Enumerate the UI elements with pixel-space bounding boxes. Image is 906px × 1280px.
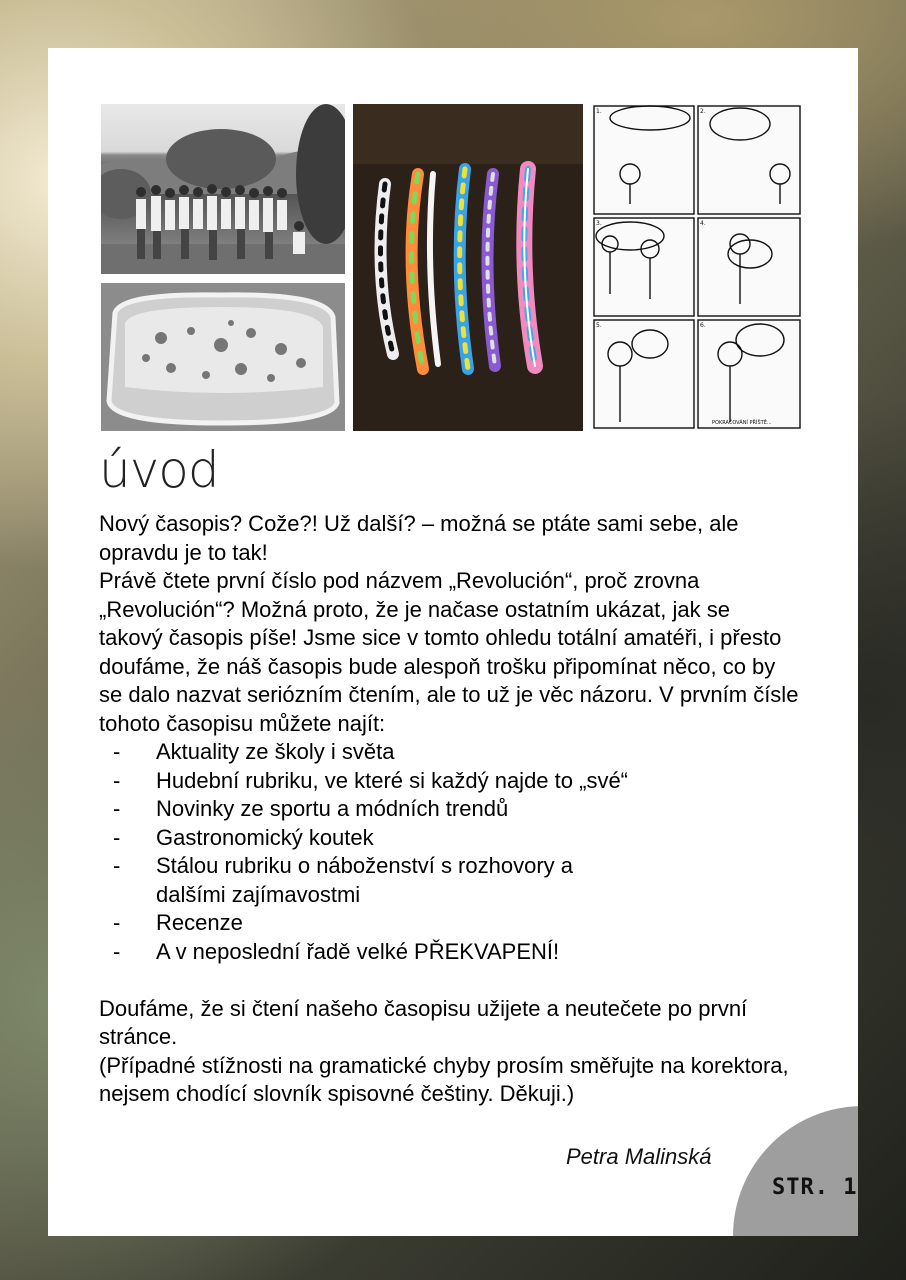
- list-dash: -: [113, 824, 121, 850]
- comic-image: [590, 104, 802, 431]
- comic-panel-5: 5.: [596, 322, 602, 329]
- list-dash: -: [113, 938, 121, 964]
- comic-strip: [590, 104, 802, 431]
- list-dash: -: [113, 910, 121, 935]
- list-dash: -: [113, 853, 121, 878]
- list-item: - A v neposlední řadě velké PŘEKVAPENÍ!: [99, 938, 799, 967]
- group-photo: [101, 104, 345, 274]
- list-item: - Novinky ze sportu a módních trendů: [99, 795, 799, 824]
- list-dash: -: [113, 739, 121, 764]
- tiramisu-photo: [101, 283, 345, 431]
- comic-panel-4: 4.: [700, 220, 706, 227]
- closing-paragraph: Doufáme, že si čtení našeho časopisu užijete a neutečete po první stránce.: [99, 995, 748, 1049]
- comic-panel-2: 2.: [700, 108, 706, 115]
- comic-panel-6: 6.: [700, 322, 706, 329]
- group-photo-image: [101, 104, 345, 274]
- intro-paragraph: Právě čtete první číslo pod názvem „Revolución“, proč zrovna „Revolución“? Možná proto, že je načase ostatním ukázat, jak se takový časopis píše! Jsme sice v tomto ohledu totální amatéři, i přesto doufáme, že náš časopis bude alespoň trošku připomínat něco, co by se dalo nazvat seriózním čtením, ale to už je věc názoru. V prvním čísle tohoto časopisu můžete najít:: [99, 568, 799, 736]
- article-body: [99, 510, 799, 1109]
- comic-panel-3: 3.: [596, 220, 602, 227]
- author-signature: Petra Malinská: [566, 1144, 712, 1169]
- list-item: - Hudební rubriku, ve které si každý najde to „své“: [99, 767, 799, 796]
- page: [48, 48, 858, 1236]
- closing-paragraph: (Případné stížnosti na gramatické chyby prosím směřujte na korektora, nejsem chodící slovník spisovné češtiny. Děkuji.): [99, 1052, 789, 1106]
- list-item: - Recenze: [99, 909, 799, 938]
- list-item: - Stálou rubriku o náboženství s rozhovory a dalšími zajímavostmi: [113, 853, 574, 907]
- list-item: - Gastronomický koutek: [99, 824, 799, 853]
- comic-panel-1: 1.: [596, 108, 602, 115]
- list-dash: -: [113, 796, 121, 821]
- intro-paragraph: Nový časopis? Cože?! Už další? – možná se ptáte sami sebe, ale opravdu je to tak!: [99, 511, 739, 565]
- page-corner-circle: [733, 1106, 858, 1236]
- list-item: - Aktuality ze školy i světa: [99, 738, 799, 767]
- bracelets-image: [353, 104, 583, 431]
- spacer: [99, 966, 799, 995]
- page-heading: úvod: [99, 441, 219, 499]
- loom-bracelets-photo: [353, 104, 583, 431]
- tiramisu-image: [101, 283, 345, 431]
- list-dash: -: [113, 767, 121, 793]
- contents-list: [99, 738, 799, 966]
- comic-footer: POKRAČOVÁNÍ PŘÍŠTĚ...: [712, 420, 772, 426]
- page-number: STR. 1: [772, 1175, 858, 1200]
